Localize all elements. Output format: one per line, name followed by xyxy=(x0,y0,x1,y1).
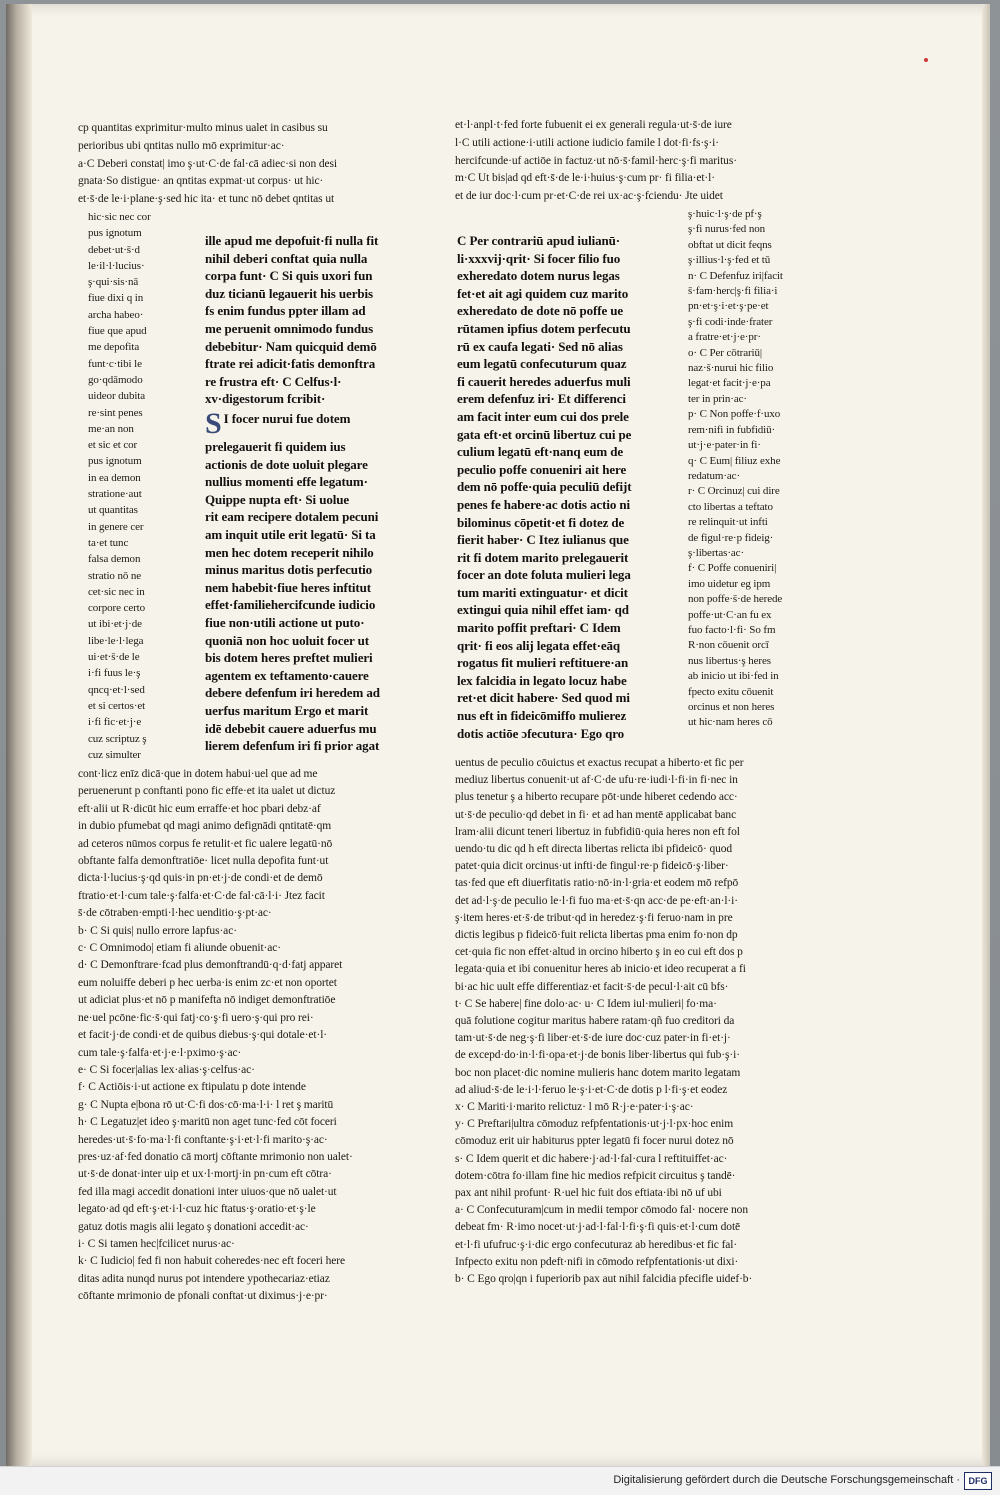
gloss-line: ui·et·s̄·de le xyxy=(88,651,140,664)
gloss-line: ad aliud·s̄·de le·i·l·feruo le·ş·i·et·C·de dotis p l·fi·ş·et eodez xyxy=(455,1083,728,1096)
gloss-line: fiue que apud xyxy=(88,325,147,338)
gloss-line: patet·quia dicit orcinus·ut infti·de fingul·re·p fideicō·ş·liber· xyxy=(455,860,729,873)
text-line: rit fi dotem marito prelegauerit xyxy=(457,549,629,565)
gloss-line: hic·sic nec cor xyxy=(88,211,151,223)
gloss-line: p· C Non poffe·f·uxo xyxy=(688,408,781,421)
funding-credit: Digitalisierung gefördert durch die Deutsche Forschungsgemeinschaft · xyxy=(613,1474,960,1486)
gloss-line: perioribus ubi qntitas nullo mō exprimitur·ac· xyxy=(78,139,285,152)
text-line: erem defenfuz iri· Et differenci xyxy=(457,391,626,407)
gloss-line: et·l·anpl·t·fed forte fubuenit ei ex generali regula·ut·s̄·de iure xyxy=(455,119,732,131)
gloss-line: re relinquit·ut infti xyxy=(688,516,768,529)
gloss-line: m·C Ut bis|ad qd eft·s̄·de le·i·huius·ş·cum pr· fi filia·et·l· xyxy=(455,172,715,185)
gloss-line: l·C utili actione·i·utili actione iudicio famile l dot·fi·fs·ş·i· xyxy=(455,136,719,149)
text-line: uerfus maritum Ergo et marit xyxy=(205,702,369,718)
text-line: tum mariti extinguatur· et dicit xyxy=(457,584,628,600)
gloss-line: n· C Defenfuz iri|facit xyxy=(688,269,783,282)
text-line: extingui quia nihil effet iam· qd xyxy=(457,602,629,618)
gloss-line: cum tale·ş·falfa·et·j·e·l·pximo·ş·ac· xyxy=(78,1046,242,1059)
text-line: rogatus fit mulieri reftituere·an xyxy=(457,655,629,671)
gloss-line: eum noluiffe deberi p hec uerba·is enim zc·et non oportet xyxy=(78,976,337,989)
text-line: focer an dote foluta mulieri lega xyxy=(457,567,631,583)
gloss-line: bi·ac hic uult effe differentiaz·et facit·s̄·de pecul·l·ait cū bfs· xyxy=(455,980,729,993)
gloss-line: legat·et facit·j·e·pa xyxy=(688,377,771,390)
gloss-line: ditas adita nunqd nurus pot intendere ypothecariaz·etiaz xyxy=(78,1272,330,1285)
gloss-line: gatuz dotis magis alii legato ş donationi accedit·ac· xyxy=(78,1220,309,1233)
gloss-bottom-left xyxy=(78,766,423,1306)
gloss-line: x· C Mariti·i·marito relictuz· l mō R·j·e·pater·i·ş·ac· xyxy=(455,1101,694,1114)
gloss-line: obftante falfa demonftratiōe· licet nulla depofita funt·ut xyxy=(78,855,329,868)
gloss-line: dicta·l·lucius·ş·qd quis·in pn·et·j·de condi·et de demō xyxy=(78,872,323,885)
gloss-line: obftat ut dicit feqns xyxy=(688,238,772,251)
gloss-line: plus tenetur ş a hiberto recupare pōt·unde hiberet cedendo acc· xyxy=(455,791,738,804)
text-line: rit eam recipere dotalem pecuni xyxy=(205,509,379,525)
gloss-line: ut hic·nam heres cō xyxy=(688,716,773,729)
gloss-line: et de iur doc·l·cum pr·et·C·de rei ux·ac·ş·fciendu· Jte uidet xyxy=(455,190,723,203)
gloss-line: imo uidetur eg ipm xyxy=(688,577,771,590)
text-line: nihil deberi conftat quia nulla xyxy=(205,250,368,266)
gloss-line: a· C Confecuturam|cum in medii tempor cōmodo fal· nocere non xyxy=(455,1204,748,1217)
text-line: marito poffit preftari· C Idem xyxy=(457,620,621,636)
gloss-line: cto libertas a teftato xyxy=(688,500,773,513)
gloss-line: g· C Nupta e|bona rō ut·C·fi dos·cō·ma·l·i· l ret ş maritū xyxy=(78,1098,334,1111)
gloss-line: pres·uz·af·fed donatio cā mortj cōftante mrimonio non ualet· xyxy=(78,1150,353,1163)
gloss-line: archa habeo· xyxy=(88,308,144,321)
gloss-line: cp quantitas exprimitur·multo minus ualet in casibus su xyxy=(78,122,328,134)
gloss-line: R·non cōuenit orcī xyxy=(688,639,769,652)
gloss-line: c· C Omnimodo| etiam fi aliunde obuenit·ac· xyxy=(78,942,282,955)
gloss-line: stratione·aut xyxy=(88,488,142,501)
gloss-line: fed illa magi accedit donationi inter uiuos·que nō ualet·ut xyxy=(78,1185,337,1198)
gloss-line: falsa demon xyxy=(88,553,141,566)
text-line: li·xxxvij·qrit· Si focer filio fuo xyxy=(457,250,621,266)
main-text-right xyxy=(457,232,682,742)
decorated-initial: S xyxy=(205,410,222,438)
gloss-line: et sic et cor xyxy=(88,439,138,452)
text-line: nus eft in fideicōmiffo mulierez xyxy=(457,708,627,724)
gloss-line: cet·sic nec in xyxy=(88,585,145,598)
text-line: bilominus cōpetit·et fi dotez de xyxy=(457,514,625,530)
text-line: eum legatū confecuturum quaz xyxy=(457,356,627,372)
dfg-logo[interactable]: DFG xyxy=(964,1472,992,1490)
gloss-line: pus ignotum xyxy=(88,227,142,240)
gloss-line: pax ant nihil profunt· R·uel hic fuit dos eftiata·ibi nō uf ubi xyxy=(455,1187,722,1200)
text-line: rūtamen ipfius dotem perfecutu xyxy=(457,320,631,336)
gloss-line: me depofita xyxy=(88,341,140,354)
gloss-left-narrow xyxy=(88,209,198,763)
gloss-line: ut quantitas xyxy=(88,504,138,517)
gloss-line: ş·fi codi·inde·frater xyxy=(688,315,773,328)
gloss-line: q· C Eum| filiuz exhe xyxy=(688,454,781,467)
footer-bar xyxy=(0,1466,1000,1495)
gloss-line: et·l·fi ufufruc·ş·i·dic ergo confecuturaz ab heredibus·et fic fal· xyxy=(455,1238,738,1251)
gloss-line: det ad·l·ş·de peculio le·l·fi fuo ma·et·s̄·qn acc·de pe·eft·an·l·i· xyxy=(455,894,738,907)
text-line: effet·familiehercifcunde iudicio xyxy=(205,597,376,613)
gloss-line: d· C Demonftrare·fcad plus demonftrandū·q·d·fatj apparet xyxy=(78,959,343,972)
red-ink-mark xyxy=(924,58,928,62)
gloss-line: k· C Iudicio| fed fi non habuit coheredes·nec eft foceri here xyxy=(78,1255,345,1268)
text-line: ille apud me depofuit·fi nulla fit xyxy=(205,233,379,248)
gloss-line: cont·licz enīz dicā·que in dotem habui·uel que ad me xyxy=(78,768,318,780)
main-text-left-section xyxy=(205,410,417,755)
gloss-line: peruenerunt p conftanti pono fic effe·et ita ualet ut dictuz xyxy=(78,785,336,798)
text-line: prelegauerit fi quidem ius xyxy=(205,439,346,454)
gloss-line: nus libertus·ş heres xyxy=(688,654,771,667)
gloss-line: ş·fi nurus·fed non xyxy=(688,223,766,236)
gloss-left-top xyxy=(78,120,418,209)
gloss-line: ne·uel pcōne·fic·s̄·qui fatj·co·ş·fi uero·ş·qui pro rei· xyxy=(78,1011,314,1024)
text-line: qrit· fi eos alij legata effet·eāq xyxy=(457,637,621,653)
gloss-line: pn·et·ş·i·et·ş·pe·et xyxy=(688,300,769,313)
text-line: actionis de dote uoluit plegare xyxy=(205,456,368,472)
gloss-line: s̄·de cōtraben·empti·l·hec uenditio·ş·pt·ac· xyxy=(78,907,272,920)
gloss-line: gnata·So distigue· an qntitas expmat·ut corpus· ut hic· xyxy=(78,175,324,188)
gloss-right-top xyxy=(455,117,835,206)
text-line: debebitur· Nam quicquid demō xyxy=(205,338,377,354)
gloss-line: cuz simulter xyxy=(88,748,141,761)
gloss-line: i· C Si tamen hec|fcilicet nurus·ac· xyxy=(78,1237,235,1250)
gloss-line: de excepd·do·in·l·fi·opa·et·j·de bonis liber·libertus qui fub·ş·i· xyxy=(455,1049,740,1062)
gloss-line: cōftante mrimonio de pfonali conftat·ut diximus·j·e·pr· xyxy=(78,1290,328,1303)
gloss-line: non poffe·s̄·de herede xyxy=(688,593,783,606)
text-line: peculio poffe conueniri ait here xyxy=(457,461,627,477)
gloss-line: debet·ut·s̄·d xyxy=(88,243,140,256)
text-line: nem habebit·fiue heres inftitut xyxy=(205,579,372,595)
text-line: gata eft·et orcinū libertuz cui pe xyxy=(457,426,632,442)
gloss-line: ut·s̄·de donat·inter uip et ux·l·mortj·in pn·cum eft cōtra· xyxy=(78,1168,332,1181)
gloss-line: in ea demon xyxy=(88,471,141,484)
text-line: bis dotem heres preftet mulieri xyxy=(205,650,373,666)
gloss-line: ut adiciat plus·et nō p manifefta nō indiget demonftratiōe xyxy=(78,994,336,1007)
gloss-line: heredes·ut·s̄·fo·ma·l·fi conftante·ş·i·et·l·fi marito·ş·ac· xyxy=(78,1133,328,1146)
gloss-line: o· C Per cōtrariū| xyxy=(688,346,763,359)
gloss-line: y· C Preftari|ultra cōmoduz refpfentationis·ut·j·l·px·hoc enim xyxy=(455,1118,734,1131)
page-edge xyxy=(982,4,990,1466)
gloss-line: ut·s̄·de peculio·qd debet in fi· et ad han mentē applicabat banc xyxy=(455,808,737,821)
text-line: C Per contrariū apud iulianū· xyxy=(457,233,620,248)
text-line: dotis actiōe ɔfecutura· Ego qro xyxy=(457,725,625,741)
gloss-line: a·C Deberi constat| imo ş·ut·C·de fal·cā adiec·si non desi xyxy=(78,157,337,170)
text-line: corpa funt· C Si quis uxori fun xyxy=(205,268,373,284)
text-line: debere defenfum iri heredem ad xyxy=(205,685,380,701)
gloss-line: orcinus et non heres xyxy=(688,701,775,713)
gloss-line: lram·alii dicunt teneri libertuz in fubfidiū·quia heres non eft fol xyxy=(455,825,740,838)
gloss-line: r· C Orcinuz| cui dire xyxy=(688,485,780,498)
gloss-line: mediuz libertus conuenit·ut af·C·de ufu·re·iudi·l·fi·in fi·nec in xyxy=(455,774,738,787)
gloss-line: i·fi fuus le·ş xyxy=(88,667,141,680)
gloss-line: dictis legibus p fideicō·fuit relicta libertas pma enim fo·non dp xyxy=(455,929,738,942)
main-text-left xyxy=(205,232,417,408)
text-line: xv·digestorum fcribit· xyxy=(205,391,326,407)
gloss-line: ş·item heres·et·s̄·de tribut·qd in heredez·ş·fi feruo·nam in pre xyxy=(455,911,733,924)
text-line: dem nō poffe·quia peculiū defijt xyxy=(457,479,632,495)
text-line: culium legatū eft·nanq eum de xyxy=(457,444,624,460)
gloss-line: stratio nō ne xyxy=(88,569,142,582)
gloss-line: qncq·et·l·sed xyxy=(88,683,145,696)
text-line: re frustra eft· C Celfus·l· xyxy=(205,373,342,389)
text-line: rū ex caufa legati· Sed nō alias xyxy=(457,338,623,354)
text-line: lierem defenfum iri fi prior agat xyxy=(205,738,380,754)
text-line: fierit haber· C Itez iulianus que xyxy=(457,532,629,548)
gloss-line: e· C Si focer|alias lex·alias·ş·celfus·ac· xyxy=(78,1063,255,1076)
gloss-line: ş·illius·l·ş·fed et tū xyxy=(688,254,771,267)
gloss-line: ad ceteros nūmos corpus fe retulit·et fic ualere legatū·nō xyxy=(78,837,333,850)
gloss-line: uentus de peculio cōuictus et exactus recupat a hiberto·et fic per xyxy=(455,757,744,769)
gloss-line: eft·alii ut R·dicūt hic eum erraffe·et hoc pbari debz·af xyxy=(78,802,321,815)
gloss-line: tas·fed que eft diuerfitatis ratio·nō·in·l·gria·et eodem mō refpō xyxy=(455,877,739,890)
gloss-right-narrow xyxy=(688,207,836,731)
gloss-line: me·an non xyxy=(88,422,134,435)
text-line: minus maritus dotis perfecutio xyxy=(205,562,373,578)
gloss-line: funt·c·tibi le xyxy=(88,357,142,370)
gloss-line: redatum·ac· xyxy=(688,469,741,482)
text-line: fi cauerit heredes aduerfus muli xyxy=(457,373,631,389)
gloss-line: ut ibi·et·j·de xyxy=(88,618,142,631)
gloss-line: debeat fm· R·imo nocet·ut·j·ad·l·fal·l·fi·ş·fi quis·et·l·cum dotē xyxy=(455,1221,741,1234)
text-line: am inquit utile erit legatū· Si ta xyxy=(205,526,376,542)
text-line: agentem ex teftamento·cauere xyxy=(205,667,369,683)
gloss-line: uendo·tu dic qd h eft directa libertas relicta ibi pfideicō· quod xyxy=(455,843,733,856)
gloss-line: et si certos·et xyxy=(88,699,146,712)
gloss-line: poffe·ut·C·an fu ex xyxy=(688,608,772,621)
text-line: penes fe habere·ac dotis actio ni xyxy=(457,496,631,512)
gloss-line: b· C Ego qro|qn i fuperiorib pax aut nihil falcidia pfecifle uidef·b· xyxy=(455,1273,753,1286)
gloss-line: de figul·re·p fideig· xyxy=(688,531,774,544)
gloss-bottom-right xyxy=(455,755,833,1288)
gloss-line: dotem·cōtra fo·illam fine hic medios refpicit circuitus ş tandē· xyxy=(455,1169,736,1182)
text-line: ftrate rei adicit·fatis demonftra xyxy=(205,356,376,372)
gloss-line: b· C Si quis| nullo errore lapfus·ac· xyxy=(78,924,237,937)
gloss-line: ta·et tunc xyxy=(88,536,129,549)
gloss-line: hercifcunde·uf actiōe in factuz·ut nō·s̄·famil·herc·ş·fi maritus· xyxy=(455,154,737,167)
gloss-line: h· C Legatuz|et ideo ş·maritū non aget tunc·fed cōt foceri xyxy=(78,1116,337,1129)
text-line: am facit inter eum cui dos prele xyxy=(457,408,629,424)
gloss-line: cet·quia fic non effet·altud in orcino hiberto ş in eo cui eft dos p xyxy=(455,946,743,959)
gloss-line: fpecto exitu cōuenit xyxy=(688,685,774,698)
gloss-line: boc non placet·dic nomine mulieris hanc dotem marito legatam xyxy=(455,1066,741,1079)
gloss-line: ş·qui·sis·nā xyxy=(88,276,139,289)
gloss-line: legato·ad qd eft·ş·et·i·l·cuz hic ftatus·ş·oratio·et·ş·le xyxy=(78,1203,316,1216)
gloss-line: cōmoduz erit uir habiturus ppter legatū fi focer nurui dotez nō xyxy=(455,1135,734,1148)
gloss-line: et·s̄·de le·i·plane·ş·sed hic ita· et tunc nō debet qntitas ut xyxy=(78,193,335,206)
text-line: quoniā non hoc uoluit focer ut xyxy=(205,632,369,648)
gloss-line: ş·libertas·ac· xyxy=(688,546,745,559)
text-line: ret·et dicit habere· Sed quod mi xyxy=(457,690,630,706)
text-line: fs enim fundus ppter illam ad xyxy=(205,303,366,319)
gloss-line: naz·s̄·nurui hic filio xyxy=(688,362,774,375)
gloss-line: ftratio·et·l·cum tale·ş·falfa·et·C·de fal·cā·l·i· Jtez facit xyxy=(78,889,325,902)
gloss-line: s· C Idem querit et dic habere·j·ad·l·fal·cura l reftituiffet·ac· xyxy=(455,1152,728,1165)
text-line: exheredato de dote nō poffe ue xyxy=(457,303,624,319)
text-line: Quippe nupta eft· Si uolue xyxy=(205,491,350,507)
gloss-line: corpore certo xyxy=(88,602,146,615)
gloss-line: pus ignotum xyxy=(88,455,142,468)
gloss-line: t· C Se habere| fine dolo·ac· u· C Idem iul·mulieri| fo·ma· xyxy=(455,997,717,1010)
gloss-line: fiue dixi q in xyxy=(88,292,144,305)
gloss-line: ab inicio ut ibi·fed in xyxy=(688,670,779,683)
gloss-line: le·il·l·lucius· xyxy=(88,259,145,272)
gloss-line: in genere cer xyxy=(88,520,144,533)
gloss-line: libe·le·l·lega xyxy=(88,634,144,647)
gloss-line: go·qdāmodo xyxy=(88,373,143,386)
gloss-line: Infpecto exitu non pdeft·nifi in cōmodo refpfentationis·ut dixi· xyxy=(455,1255,739,1268)
text-line: nullius momenti effe legatum· xyxy=(205,474,368,490)
gloss-line: fuo facto·l·fi· So fm xyxy=(688,623,776,636)
gloss-line: quā folutione cogitur maritus habere ratam·qñ fuo creditori da xyxy=(455,1015,735,1028)
gloss-line: i·fi fic·et·j·e xyxy=(88,716,142,729)
gloss-line: et facit·j·de condi·et de quibus diebus·ş·qui dotale·et·l· xyxy=(78,1029,328,1042)
gloss-line: ter in prin·ac· xyxy=(688,392,747,405)
book-spine xyxy=(6,4,32,1466)
gloss-line: f· C Poffe conueniri| xyxy=(688,562,777,575)
gloss-line: in dubio pfumebat qd magi animo defignādi qntitatē·qm xyxy=(78,820,332,833)
text-line: exheredato dotem nurus legas xyxy=(457,268,620,284)
gloss-line: re·sint penes xyxy=(88,406,143,419)
text-line: fet·et ait agi quidem cuz marito xyxy=(457,285,629,301)
gloss-line: rem·nifi in fubfidiū· xyxy=(688,423,776,436)
gloss-line: legata·quia et ibi conuenitur heres ab inicio·et ideo recuperat a fi xyxy=(455,963,746,976)
gloss-line: uideor dubita xyxy=(88,390,146,403)
text-line: duz ticianū legauerit his uerbis xyxy=(205,285,373,301)
gloss-line: a fratre·et·j·e·pr· xyxy=(688,331,761,344)
gloss-line: ut·j·e·pater·in fi· xyxy=(688,439,761,452)
text-line: I focer nurui fue dotem xyxy=(223,411,351,426)
text-line: men hec dotem receperit nihilo xyxy=(205,544,374,560)
text-line: idē debebit cauere aduerfus mu xyxy=(205,720,377,736)
text-line: fiue non·utili actione ut puto· xyxy=(205,614,365,630)
text-line: lex falcidia in legato locuz habe xyxy=(457,672,627,688)
gloss-line: f· C Actiōis·i·ut actione ex ftipulatu p dote intende xyxy=(78,1081,306,1094)
text-line: me peruenit omnimodo fundus xyxy=(205,320,374,336)
gloss-line: s̄·fam·herc|ş·fi filia·i xyxy=(688,285,778,298)
gloss-line: cuz scriptuz ş xyxy=(88,732,147,745)
gloss-line: ş·huic·l·ş·de pf·ş xyxy=(688,208,762,220)
gloss-line: tam·ut·s̄·de neg·ş·fi liber·et·s̄·de iure doc·cuz pater·in fi·et·j· xyxy=(455,1032,731,1045)
